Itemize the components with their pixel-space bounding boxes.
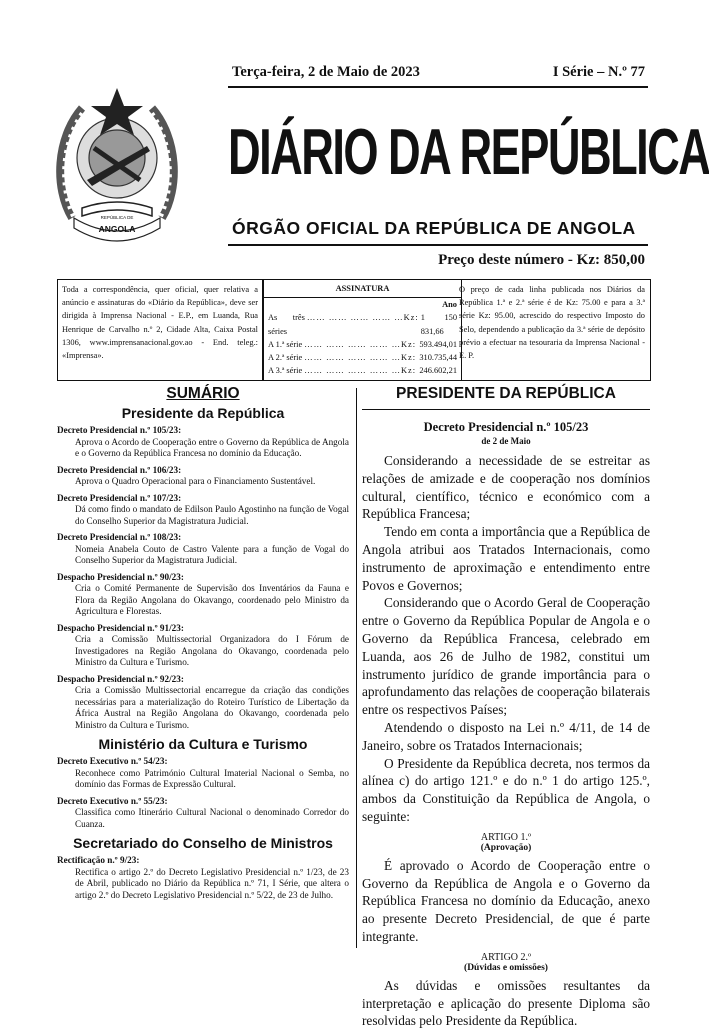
- subscription-label: A 2.ª série: [268, 353, 303, 363]
- document-column: [362, 385, 650, 1030]
- summary-column: [57, 385, 349, 906]
- summary-entry: [57, 532, 349, 567]
- decree-date: de 2 de Maio: [481, 436, 531, 446]
- summary-entry-title: Decreto Presidencial n.º 108/23:: [57, 532, 182, 542]
- summary-title: SUMÁRIO: [166, 385, 240, 402]
- summary-entry-title: Decreto Executivo n.º 55/23:: [57, 795, 168, 806]
- article-label: ARTIGO 1.º: [480, 831, 532, 843]
- summary-section-heading: Presidente da República: [121, 405, 285, 421]
- summary-entry-title: Despacho Presidencial n.º 92/23:: [57, 673, 184, 684]
- article-text: É aprovado o Acordo de Cooperação entre o Governo da República de Angola e o Governo da República Francesa no domínio da Educação, anexo ao presente Decreto Presidencial, de que é parte integrante.: [362, 857, 650, 944]
- subscription-row: [268, 364, 457, 377]
- issue-series-number: I Série – N.º 77: [552, 64, 645, 80]
- summary-entry-text: Cria o Comité Permanente de Supervisão dos Inventários da Fauna e Flora da Região Angolana do Okavango, coordenado pelo Ministro da Agricultura e Florestas.: [75, 583, 349, 616]
- svg-text:REPÚBLICA DE: REPÚBLICA DE: [100, 215, 134, 220]
- summary-entry-text: Aprova o Quadro Operacional para o Financiamento Sustentável.: [75, 476, 316, 486]
- summary-entry-text: Aprova o Acordo de Cooperação entre o Governo da República de Angola e o Governo da República Francesa no domínio da Educação.: [75, 436, 349, 458]
- summary-entry-title: Decreto Presidencial n.º 107/23:: [57, 492, 182, 503]
- decree-paragraph: Considerando a necessidade de se estreitar as relações de amizade e de cooperação nos domínios cultural, científico, técnico e económico com a República Francesa;: [362, 453, 650, 522]
- subscription-row: [268, 351, 457, 364]
- article-heading: (Aprovação): [480, 842, 532, 853]
- decree-paragraph: Atendendo o disposto na Lei n.º 4/11, de 14 de Janeiro, sobre os Tratados Internacionais;: [362, 719, 650, 753]
- issue-price: Preço deste número - Kz: 850,00: [438, 252, 645, 268]
- summary-entry: [57, 572, 349, 618]
- publication-title: DIÁRIO DA REPÚBLICA: [228, 115, 709, 189]
- angola-coat-of-arms-emblem: [52, 68, 182, 240]
- price-info-notice: O preço de cada linha publicada nos Diários da República 1.ª e 2.ª série é de Kz: 75.00 e para a 3.ª série Kz: 95.00, acrescido do respectivo Imposto do Selo, dependendo a publicação da 3.ª série de depósito prévio a efectuar na tesouraria da Imprensa Nacional - E. P.: [459, 285, 645, 361]
- decree-paragraph: O Presidente da República decreta, nos termos da alínea c) do artigo 121.º e do n.º 1 do artigo 125.º, ambos da Constituição da República de Angola, o seguinte:: [362, 755, 650, 824]
- article-heading: (Dúvidas e omissões): [464, 962, 548, 973]
- subscription-value: 310.735,44: [419, 353, 457, 363]
- subscription-leader: …… …… …… …… …Kz:: [304, 366, 417, 376]
- document-section-title: PRESIDENTE DA REPÚBLICA: [362, 385, 650, 410]
- article-label: ARTIGO 2.º: [480, 951, 532, 963]
- subscription-row: [268, 311, 457, 337]
- decree-paragraph: Tendo em conta a importância que a República de Angola atribui aos Tratados Internacionais, como instrumento de aproximação e entendimento entre Povos e Governos;: [362, 524, 650, 593]
- subscription-value: 246.602,21: [419, 366, 457, 376]
- decree-paragraph: Considerando que o Acordo Geral de Cooperação entre o Governo da República Popular de Angola e o Governo da República Francesa, celebrado em Luanda, aos 26 de Julho de 1982, constitui um instrumento jurídico de grande importância para o aprofundamento das relações de cooperação bilaterais entre os respectivos Países;: [362, 595, 650, 718]
- summary-entry-title: Rectificação n.º 9/23:: [57, 855, 140, 865]
- correspondence-notice: Toda a correspondência, quer oficial, quer relativa a anúncio e assinaturas do «Diário da República», deve ser dirigida à Imprensa Nacional - E.P., em Luanda, Rua Henrique de Carvalho n.º 2, Cidade Alta, Caixa Postal 1306, www.imprensanacional.gov.ao - End. teleg.: «Imprensa».: [58, 280, 263, 380]
- subscription-leader: …… …… …… …… …Kz:: [304, 339, 417, 349]
- summary-section-heading: Ministério da Cultura e Turismo: [98, 736, 308, 752]
- summary-entry: [57, 425, 349, 460]
- summary-entry: [57, 855, 349, 901]
- subscription-box: [263, 280, 462, 380]
- header-rule-bottom: [228, 244, 648, 246]
- summary-entry-title: Despacho Presidencial n.º 90/23:: [57, 571, 184, 582]
- subscription-leader: …… …… …… …… …Kz:: [304, 353, 417, 363]
- summary-entry: [57, 674, 349, 732]
- subscription-label: As três séries: [268, 313, 305, 336]
- subscription-year-label: Ano: [442, 300, 457, 310]
- summary-entry-title: Decreto Presidencial n.º 105/23:: [57, 425, 182, 435]
- summary-entry: [57, 623, 349, 669]
- column-separator: [356, 388, 357, 948]
- issue-date: Terça-feira, 2 de Maio de 2023: [232, 64, 420, 80]
- header-rule-top: [228, 86, 648, 88]
- summary-entry-text: Nomeia Anabela Couto de Castro Valente para a função de Vogal do Conselho Superior da Magistratura Judicial.: [75, 543, 349, 565]
- summary-entry: [57, 796, 349, 831]
- subscription-label: A 3.ª série: [268, 366, 303, 376]
- summary-entry-text: Reconhece como Património Cultural Imaterial Nacional o Semba, no domínio das Formas de Expressão Cultural.: [75, 767, 349, 789]
- summary-entry-text: Dá como findo o mandato de Edilson Paulo Agostinho na função de Vogal do Conselho Superior da Magistratura Judicial.: [75, 504, 349, 526]
- summary-entry-text: Rectifica o artigo 2.º do Decreto Legislativo Presidencial n.º 1/23, de 23 de Abril, publicado no Diário da República n.º 71, I Série, que altera o artigo 2.º do Decreto Legislativo Presidencial n.º 5/22, de 23 de Julho.: [75, 866, 349, 900]
- summary-entry: [57, 493, 349, 528]
- summary-entry-title: Decreto Executivo n.º 54/23:: [57, 756, 168, 766]
- summary-entry: [57, 465, 349, 488]
- summary-section-heading: Secretariado do Conselho de Ministros: [73, 835, 333, 851]
- publication-subtitle: ÓRGÃO OFICIAL DA REPÚBLICA DE ANGOLA: [232, 218, 636, 238]
- summary-entry-text: Classifica como Itinerário Cultural Nacional o denominado Corredor do Cuanza.: [75, 807, 349, 829]
- info-table: [57, 279, 651, 381]
- subscription-heading: ASSINATURA: [264, 280, 461, 298]
- summary-entry-title: Decreto Presidencial n.º 106/23:: [57, 464, 182, 475]
- subscription-leader: …… …… …… …… …Kz:: [306, 313, 419, 323]
- summary-entry-text: Cria a Comissão Multissectorial encarregue da criação das condições necessárias para a materialização do Roteiro Turístico de Libertação da África Austral na Região Angolana do Okavango, coordenada pelo Ministro da Cultura e Turismo.: [75, 685, 349, 730]
- subscription-label: A 1.ª série: [268, 339, 303, 349]
- subscription-value: 593.494,01: [419, 339, 457, 349]
- summary-entry-text: Cria a Comissão Multissectorial Organizadora do I Fórum de Investigadores na Região Angolana do Okavango, coordenada pelo Ministro da Cultura e Turismo.: [75, 634, 349, 667]
- summary-entry: [57, 756, 349, 791]
- decree-title: Decreto Presidencial n.º 105/23: [423, 420, 589, 434]
- svg-text:ANGOLA: ANGOLA: [98, 224, 136, 234]
- article-text: As dúvidas e omissões resultantes da interpretação e aplicação do presente Diploma são resolvidas pelo Presidente da República.: [362, 977, 650, 1029]
- subscription-row: [268, 338, 457, 351]
- subscription-value: 1 150 831,66: [420, 313, 457, 336]
- summary-entry-title: Despacho Presidencial n.º 91/23:: [57, 622, 184, 633]
